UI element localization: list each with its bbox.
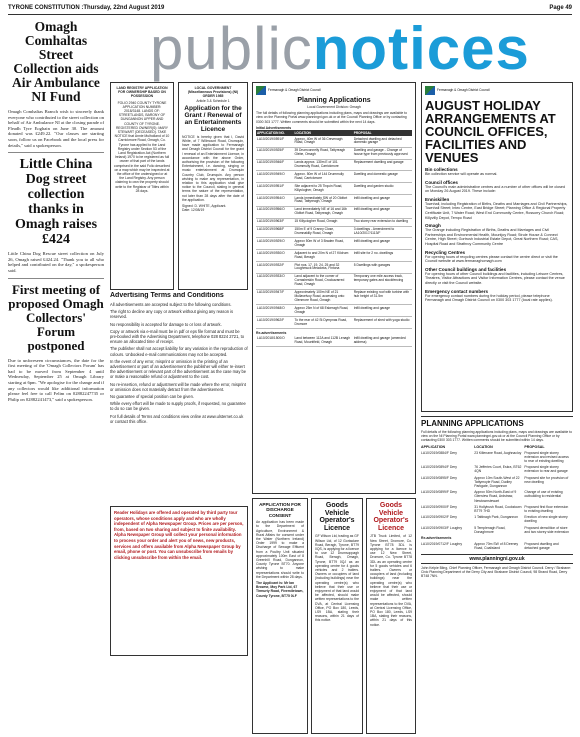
advertising-paragraphs xyxy=(110,302,248,424)
proposal: Temporary one mile access track, temporary gates and stockfencing xyxy=(353,273,412,289)
list-item xyxy=(421,465,573,473)
divider xyxy=(8,152,104,153)
application-number: LA10/2019/0591/F xyxy=(256,136,293,147)
application-number: LA10/2019/0933/O xyxy=(256,273,293,289)
council-section xyxy=(425,250,569,264)
table-row xyxy=(256,183,412,195)
section-title: Omagh xyxy=(425,223,441,229)
application-number: LA10/2019/0954/O xyxy=(256,195,293,207)
council-name: Fermanagh & Omagh District Council xyxy=(437,87,490,92)
table-row xyxy=(256,226,412,238)
table-row xyxy=(256,218,412,226)
proposal: Infill dwelling and garage xyxy=(353,238,412,250)
notice-title: Goods Vehicle Operator's Licence xyxy=(373,502,409,532)
section-title: Emergency contact numbers xyxy=(425,288,489,294)
section-text: Townhall, including Registration of Births, Deaths and Marriages and Civil Partnerships, Townhall Street; Intec Centre, East Bridge Street; Planning Office & Regional Property Certificate Unit, 7 Water Road; West End Community Centre, Rossorry Church Road; Killyvilly Depot, Tempo Road xyxy=(425,201,568,220)
story-china-dog xyxy=(8,157,104,273)
readvert-table xyxy=(256,335,412,347)
notice-date: Date: 12/08/19 xyxy=(182,208,205,213)
proposal: Proposed single storey extension to rear and garage xyxy=(524,465,568,474)
location: 150m E of 9 Cranny Close, Drumnakilly Road, Omagh xyxy=(293,226,352,238)
application-number: LA10/2018/1500/O xyxy=(256,335,293,346)
council-section xyxy=(425,180,569,194)
divider xyxy=(8,278,104,279)
planning-applications-omagh xyxy=(252,82,416,494)
section-text: The Grange including Registration of Births, Deaths and Marriages and Civil Partnerships and Environmental Health, Mountjoy Road; Strule House & Connect Centre, High Street; Gortrush Industrial Estate Depot, Great Northern Road; CAS, Hospital Road and Strathroy Community Centre xyxy=(425,228,559,246)
proposal: Dwelling and garage - Change of house type from previously approved xyxy=(353,147,412,159)
holiday-note: Reader Holidays are offered and operated by third party tour operators, whose conditions apply and who are wholly independent of Alpha Newspaper Group. Prices are per person, from, based on two sharing and subject to finite availability. Alpha Newspaper Group will collect your personal information to process your order and alert you of news, new products, services and offers available from Alpha Newspaper Group by email, phone or post. You can unsubscribe from emails by clicking unsubscribe from within the email. xyxy=(114,510,244,560)
application-number: LA10/2019/0946/F xyxy=(256,159,293,171)
notice-signed: Signed: D. WHITE, Applicant. xyxy=(182,204,227,209)
planning-subtitle: Local Government Division: Omagh xyxy=(307,105,361,109)
council-section xyxy=(425,289,569,303)
list-item xyxy=(421,490,573,503)
story-headline: Omagh Comhaltas Street Collection aids Air Ambulance NI Fund xyxy=(12,19,100,104)
location: Lands approx. 130m E of 101 Drummully Road, Carrickmore xyxy=(293,159,352,171)
council-crest-icon xyxy=(425,86,435,95)
proposal: Replace existing roof with turbine with hub height of 31.5m xyxy=(353,289,412,305)
col-proposal: PROPOSAL xyxy=(524,444,545,449)
planning2-rows xyxy=(421,451,573,534)
application-number: LA10/2019/0947/F xyxy=(256,289,293,305)
proposal: Infill dwelling and garage xyxy=(353,305,412,317)
location: 5 Templenagh Road, Donaghmore xyxy=(474,525,506,534)
proposal: Infill dwelling and garage (amended address) xyxy=(353,335,412,346)
planning2-footer: John Kelpie Bling, Chief Planning Officer, Fermanagh and Omagh District Council. Derry / Strabane: Civic Planning Department of the Derry City and Strabane District Council, 98 Strand Road, Derry BT48 7NN. xyxy=(421,565,571,579)
application-number: LA10/2019/0712/F Loughry xyxy=(421,542,463,547)
readvert-heading: Re-advertisements xyxy=(421,536,452,541)
notice-title: Goods Vehicle Operator's Licence xyxy=(319,502,355,532)
advertising-paragraph: No re-insertion, refund or adjustment will be made where the error, misprint or omission does not materially detract from the advertisement. xyxy=(110,381,246,392)
section-masthead xyxy=(150,15,574,82)
proposal: Proposed dwelling and detached garage xyxy=(524,542,559,551)
proposal: Infill dwelling and garage xyxy=(353,195,412,207)
advertising-paragraph: All advertisements are accepted subject to the following conditions. xyxy=(110,302,232,307)
table-row xyxy=(256,136,412,147)
notice-body: GF Wilson Ltd, trading as GF Wilson Ltd, of 12 Gortaclare Road, Beragh, Tyrone, BT79 0QS, is applying for a licence to use 12 Drumsoppagh Road, Beragh, Omagh, Tyrone, BT79 0QJ as an operating centre for 4 goods vehicles and 2 trailers. Owners or occupiers of land (including buildings) near the operating centre(s) who believe that their use or enjoyment of that land would be affected, should make written representations to the DVA, at Central Licensing Office, PO Box 180, Leeds, LS9 1BA, stating their reasons, within 21 days of this notice. xyxy=(315,534,359,623)
planning-title: Planning Applications xyxy=(297,97,371,104)
proposal: Replacement of shed with yoga studio xyxy=(353,317,412,329)
location: Land immediately NE of 16 and 16b Oldfort Road, Tattyreagh, Omagh xyxy=(293,206,352,218)
council-crest-icon xyxy=(256,86,266,95)
application-number: LA10/2019/0932/F xyxy=(256,262,293,274)
application-number: LA10/2019/0884/F Dery xyxy=(421,450,458,455)
advertising-paragraph: While every effort will be made to supply proofs, if requested, no guarantee to do so can be given. xyxy=(110,401,246,412)
table-row xyxy=(256,147,412,159)
location: 31 Hollybush Road, Cookstown BT79 7HD xyxy=(474,504,522,514)
table-row xyxy=(256,238,412,250)
proposal: 3 dwellings - Amendment to LA10/2017/1113/F xyxy=(353,226,412,238)
page-number: Page 49 xyxy=(549,5,572,11)
application-number: LA10/2019/0956/O xyxy=(256,206,293,218)
advertising-title: Advertising Terms and Conditions xyxy=(110,292,224,299)
proposal: Detached dwelling and detached domestic garage xyxy=(353,136,412,147)
col-location: LOCATION xyxy=(474,444,493,449)
notice-signoff: The Applicant is: Mr Ian Browne, Moy Park Ltd, 67 Tirmurty Road, Fivemiletown, County Tyrone, BT75 0LF xyxy=(256,581,304,598)
proposal: Infill site for 2 no. dwellings xyxy=(353,250,412,262)
list-item xyxy=(421,505,573,513)
notice-title: LAND REGISTRY APPLICATION FOR OWNERSHIP BASED ON POSSESSION xyxy=(116,86,168,99)
news-column xyxy=(8,20,104,402)
location: Approx. 40m W of 36 Crevenagh Road, Omagh xyxy=(293,136,352,147)
land-registry-notice xyxy=(110,82,174,290)
initial-ads-heading: Initial Advertisements xyxy=(256,125,292,130)
location: 39 Drumconnelly Road, Tattyreagh Glebe, Omagh xyxy=(293,147,352,159)
col-location: LOCATION xyxy=(293,130,352,136)
planning-portal-link[interactable]: www.planningni.gov.uk xyxy=(421,554,573,564)
list-item xyxy=(421,542,573,550)
location: Approx 70m SW of 8 Deeney Road, Coalisland xyxy=(474,542,519,551)
location: 76 Jefferies Court, Eskra, BT62 4QN xyxy=(474,465,522,474)
council-sections xyxy=(425,167,569,303)
table-row xyxy=(256,195,412,207)
proposal: Erection of new single storey dwelling xyxy=(524,515,568,524)
section-text: For opening hours of other Council buildings and facilities, including Leisure Centres, Theatres, Visitor Attractions and Visitor Information Centres, please contact the venue directly or visit the Council website. xyxy=(425,271,565,285)
story-collectors-forum xyxy=(8,283,104,403)
location: Approx 25m N of 68 Eskeragh Road, Omagh xyxy=(293,305,352,317)
section-text: For emergency contact numbers during the holiday period, please telephone Fermanagh and Omagh District Council on 0300 303 1777 (local rate applies). xyxy=(425,293,553,303)
proposal: Dwelling and domestic garage xyxy=(353,171,412,183)
masthead-notices: notices xyxy=(312,15,530,82)
advertising-paragraph: No responsibility is accepted for damage to or loss of artwork. xyxy=(110,321,222,327)
proposal: Dwelling and garden studio xyxy=(353,183,412,195)
story-headline: Little China Dog street collection thanks in Omagh raises £424 xyxy=(14,157,98,248)
table-row xyxy=(256,206,412,218)
location: 1 Tattinagh Park, Dungannon xyxy=(474,515,519,520)
readvert-heading: Re-advertisements xyxy=(256,330,287,335)
application-number: LA10/2019/0968/F xyxy=(256,226,293,238)
application-number: LA10/2019/0895/F Dery xyxy=(421,475,458,480)
application-number: LA10/2019/0899/F Dery xyxy=(421,490,458,495)
council-section xyxy=(425,167,569,177)
proposal: Change of use of existing outbuilding to residential xyxy=(524,490,563,499)
location: Approx 50m W of 3 Braden Road, Omagh xyxy=(293,238,352,250)
planning-table xyxy=(256,130,412,329)
advertising-paragraph: In the event of any error, misprint or omission in the printing of an advertisement or part of an advertisement the publisher will either re-insert the advertisement or relevant part of the advertisement as the case may be or make a reasonable refund or adjustment to the cost. xyxy=(110,358,247,380)
section-text: Bin collection service will operate as normal. xyxy=(425,172,498,176)
section-title: Bin collections xyxy=(425,167,458,172)
council-logo xyxy=(425,86,569,95)
proposal: Proposed single storey extension and revised access to rear of existing dwelling xyxy=(524,450,569,464)
planning2-header xyxy=(421,445,573,449)
location: Approx 50m North-East of 9 Glenview Road, Ardstraw, Newtownstewart xyxy=(474,490,517,503)
application-number: LA10/2019/0951/F xyxy=(256,183,293,195)
goods-vehicle-notice-2 xyxy=(366,498,416,734)
table-row xyxy=(256,305,412,317)
notice-body: NOTICE is hereby given that I, David White, of 7 Willmount Road, Drumquin, have made application to Fermanagh and Omagh District Council for the grant / renewal of an Entertainment Licence, in accordance with the above Order, authorising the provision of the following Entertainment, i.e. dancing, singing or music entertainment at Drumquin Country Club, Drumquin. Any person wishing to make any representation, in relation to this application shall give notice to the Council, stating in general terms the nature of the representation, not later than 28 days after the date of the application. xyxy=(182,134,244,202)
page-header xyxy=(8,5,572,15)
story-body: Due to unforeseen circumstances, the date for the first meeting of the 'Omagh Collectors Forum' has had to be moved from September 4 until Wednesday, September 25 at Omagh Library starting at 6pm. "We apologise for the change and if any collectors would like additional information please feel free to call Felim on 02882247735 or Philip on 02882241473," said a spokesperson. xyxy=(8,357,104,402)
proposal: Proposed demolition of store and two storey side extension xyxy=(524,525,570,534)
council-holiday-notice xyxy=(421,82,573,412)
table-row xyxy=(256,159,412,171)
proposal: Replacement dwelling and garage xyxy=(353,159,412,171)
application-number: LA10/2019/0948/O xyxy=(256,305,293,317)
location: Approximately 100m NE of 21 Mullavelvoy Road, accessing onto Glenmore Road, Omagh xyxy=(293,289,352,305)
notice-heading: Application for the Grant / Renewal of an Entertainments Licence xyxy=(184,104,242,133)
holiday-heading: AUGUST HOLIDAY ARRANGEMENTS AT COUNCIL OFFICES, FACILITIES AND VENUES xyxy=(425,98,556,165)
location: Plot nos. 17, 19, 24, 25 and 32 Loughmuck Meadows, Fintona xyxy=(293,262,352,274)
council-logo xyxy=(256,86,412,95)
location: Approx. 50m W of 144 Drummully Road, Carrickmore xyxy=(293,171,352,183)
list-item xyxy=(421,451,573,464)
advertising-paragraph: For full details of Terms and conditions view online at www.ulsternet.co.uk or contact this office. xyxy=(110,413,244,424)
location: Lands immediately SW of 20 Oldfort Road, Tattyreagh, Omagh xyxy=(293,195,352,207)
notice-subtitle: Article 3 & Schedule 1 xyxy=(196,98,230,103)
col-proposal: PROPOSAL xyxy=(353,130,412,136)
entertainment-licence-notice xyxy=(178,82,248,290)
notice-title: LOCAL GOVERNMENT (Miscellaneous Provisions) (NI) ORDER 1985 xyxy=(187,86,239,99)
table-row xyxy=(256,335,412,346)
planning2-intro: Full details of the following planning applications including plans, maps and drawings are available to view on the NI Planning Portal www.planningni.gov.uk or at the Council Planning Office or by contacting 0300 303 1777. Written comments should be submitted within 14 days. xyxy=(421,430,572,443)
advertising-paragraph: The right to decline any copy or artwork without giving any reason is reserved. xyxy=(110,309,234,320)
section-title: Enniskillen xyxy=(425,196,450,202)
location: 23 Killenane Road, Aughnacloy xyxy=(474,450,522,455)
application-number: LA10/2019/0902/F Dery xyxy=(421,515,458,520)
council-section xyxy=(425,197,569,220)
planning2-title: PLANNING APPLICATIONS xyxy=(421,419,524,428)
location: Land adjacent to the corner of Corrasheskin Road, Crockavarred Road, Omagh xyxy=(293,273,352,289)
application-number: LA10/2019/0949/O xyxy=(256,171,293,183)
goods-vehicle-notice-1 xyxy=(311,498,363,734)
table-row xyxy=(256,273,412,289)
section-text: For opening hours of recycling centres please contact the centre direct or visit the Council website at www.fermanaghomagh.com xyxy=(425,254,558,264)
planning-intro: The full details of following planning applications including plans, maps and drawings are available to view on the Planning Portal www.planningni.gov.uk or at the Council Planning Office or by contacting 0300 303 1777. Written comments should be submitted within the next 14 days. xyxy=(256,111,407,124)
advertising-paragraph: No guarantee of special position can be given. xyxy=(110,394,194,400)
table-row xyxy=(256,317,412,329)
table-row xyxy=(256,171,412,183)
location: Approx 10m South-West of 22 Tattymoyle Road, Dudley Parkgate, Dungannon xyxy=(474,475,520,489)
table-row xyxy=(256,262,412,274)
location: To the rear of 42 St Dympnas Road, Dromore xyxy=(293,317,352,329)
table-row xyxy=(256,250,412,262)
proposal: Two storey rear extension to dwelling xyxy=(353,218,412,226)
notice-title: APPLICATION FOR DISCHARGE CONSENT xyxy=(259,502,301,518)
list-item xyxy=(421,526,573,534)
proposal: Proposed first floor extension to existing dwelling xyxy=(524,504,569,514)
location: 15 Killyclogher Road, Omagh xyxy=(293,218,352,226)
council-name: Fermanagh & Omagh District Council xyxy=(268,87,321,92)
section-title: Council offices xyxy=(425,179,458,185)
location: Adjacent to and 20m N of 27 Kildrum Road, Beragh xyxy=(293,250,352,262)
paper-date: TYRONE CONSTITUTION :Thursday, 22nd August 2019 xyxy=(8,5,165,11)
location: Site adjacent to 25 Tirquin Road, Killyclogher, Omagh xyxy=(293,183,352,195)
section-text: The Council's main administrative centres and a number of other offices will be closed on Monday 26 August 2019. These include: xyxy=(425,184,566,194)
council-section xyxy=(425,223,569,246)
proposal: 5 Dwellings with garages xyxy=(353,262,412,274)
application-number: LA10/2019/0903/F Loughry xyxy=(421,525,463,530)
table-row xyxy=(256,289,412,305)
notice-body: JTB Truck Limited, of 12 New Street, Dromore, Co. Tyrone BT78 3DL is applying for a licence to use 12 New Street, Dromore, Co. Tyrone BT78 3DL as an operating centre for 5 goods vehicles and 6 trailers. Owners or occupiers of land (including buildings) near the operating centre(s) who believe that their use or enjoyment of that land would be affected, should make written representations to the DVA, at Central Licensing Office, PO Box 180, Leeds, LS9 1BA, stating their reasons, within 21 days of this notice. xyxy=(370,534,412,627)
discharge-consent-notice xyxy=(252,498,308,734)
story-body: Little China Dog Rescue street collection on July 26, Omagh raised £424.24. "Thank you to all who helped and contributed on the day," a spokesperson said. xyxy=(8,251,104,273)
council-section xyxy=(425,267,569,286)
application-number: LA10/2019/0963/F xyxy=(256,218,293,226)
reader-holidays-notice xyxy=(110,506,248,656)
col-application: APPLICATION xyxy=(421,444,446,449)
proposal: Proposed site for provision of new dwelling xyxy=(524,475,569,484)
story-comhaltas xyxy=(8,20,104,148)
advertising-paragraph: The publisher shall not accept liability for any variation in the reproduction of colours. Unbooked e-mail communications may not be accepted. xyxy=(110,346,248,357)
masthead-public: public xyxy=(150,15,313,82)
application-number: LA10/2019/0900/F Dery xyxy=(421,504,458,509)
col-application: APPLICATION NO. xyxy=(256,130,293,136)
advertising-terms xyxy=(110,292,248,504)
proposal: Infill dwelling and garage xyxy=(353,206,412,218)
planning-applications-list xyxy=(421,416,573,734)
section-title: Recycling Centres xyxy=(425,249,466,255)
section-title: Other Council buildings and facilities xyxy=(425,266,507,272)
notice-body: FOLIO 2940 COUNTY TYRONE APPLICATION NUMBER: 2018/3148. LANDS OF: STREETLANDS, BARONY OF DUNGANNON UPPER AND COUNTY OF TYRONE. REGISTERED OWNER(S): MARY STEWART (DECEASED). TAKE NOTICE that Annie Mulholland of 10 Carrickmore Road, Omagh, Co. Tyrone has applied to the Land Registry under Section 53 of the Land Registration Act (Northern Ireland) 1970 to be registered as full owner of that part of the lands comprised in the said Folio described on a map which may be inspected at the office of the undersigned or at the Land Registry. Any person claiming to own the property should write to the Registrar of Titles within 28 days. xyxy=(114,100,170,193)
application-number: LA10/2019/0894/F Dery xyxy=(421,465,458,470)
application-number: LA10/2019/0925/F xyxy=(256,147,293,159)
application-number: LA10/2019/0962/F xyxy=(256,317,293,329)
list-item xyxy=(421,515,573,523)
location: Land between 112A and 112B Lenagh Road, Mountfield, Omagh xyxy=(293,335,352,346)
application-number: LA10/2019/0929/O xyxy=(256,238,293,250)
list-item xyxy=(421,476,573,489)
planning2-readvert-rows xyxy=(421,542,573,550)
story-body: Omagh Comhaltas Branch wish to sincerely thank everyone who contributed to the street collection on behalf of Air Ambulance NI at the closing parade of Fleadh Tyre Eoghain on June 30. The amount donated was £249.22. "Our classes are starting soon, follow us on Facebook and the local press for details," said a spokesperson. xyxy=(8,109,104,148)
notice-body: An application has been made to the Department of Agriculture, Environment & Rural Affairs for consent under the Water (Northern Ireland) Order 1999 to make a Discharge of Sewage Effluent from a Poultry Unit situated approximately 100m East of 8 Greenhill Road, Dungannon, County Tyrone BT70. Anyone wishing to make representations should write to the Department within 28 days. xyxy=(256,520,304,579)
advertising-paragraph: Copy or artwork via e-mail must be in pdf or eps file format and must be pre-booked with the Advertising Department, telephone 028 8224 2721, to ensure an allocated time of receipt. xyxy=(110,328,245,345)
application-number: LA10/2019/0930/O xyxy=(256,250,293,262)
story-headline: First meeting of proposed Omagh Collectors' Forum postponed xyxy=(8,281,104,353)
